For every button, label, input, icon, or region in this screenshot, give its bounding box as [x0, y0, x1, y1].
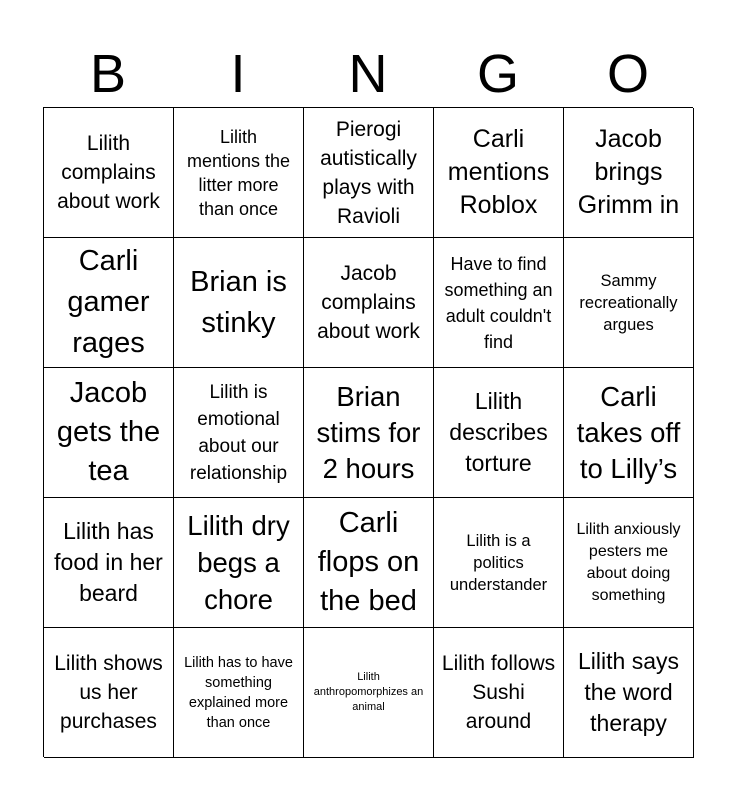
- bingo-cell[interactable]: [174, 498, 304, 628]
- bingo-cell[interactable]: [44, 368, 174, 498]
- cell-text: Have to find something an adult couldn't find: [444, 253, 553, 352]
- bingo-cell[interactable]: [174, 108, 304, 238]
- cell-text: Lilith anthropomorphizes an animal: [313, 671, 424, 713]
- cell-text: Lilith has to have something explained more than once: [184, 654, 293, 731]
- header-letter-i: I: [230, 44, 246, 104]
- cell-text: Sammy recreationally argues: [579, 271, 678, 334]
- bingo-cell[interactable]: [44, 108, 174, 238]
- cell-text: Brian is stinky: [190, 265, 287, 339]
- bingo-cell[interactable]: [434, 108, 564, 238]
- bingo-cell[interactable]: [304, 108, 434, 238]
- cell-text: Lilith anxiously pesters me about doing something: [576, 520, 681, 604]
- bingo-cell[interactable]: [564, 368, 694, 498]
- header-letter-n: N: [348, 44, 388, 104]
- bingo-cell[interactable]: [434, 498, 564, 628]
- bingo-cell[interactable]: [44, 628, 174, 758]
- cell-text: Lilith describes torture: [449, 388, 548, 476]
- cell-text: Carli mentions Roblox: [447, 125, 550, 219]
- bingo-cell[interactable]: [564, 498, 694, 628]
- cell-text: Lilith says the word therapy: [578, 648, 679, 736]
- bingo-cell[interactable]: [44, 498, 174, 628]
- bingo-cell[interactable]: [434, 238, 564, 368]
- bingo-header: [43, 40, 693, 108]
- bingo-cell[interactable]: [564, 238, 694, 368]
- bingo-cell[interactable]: [564, 108, 694, 238]
- cell-text: Lilith dry begs a chore: [187, 510, 290, 615]
- bingo-cell[interactable]: [304, 368, 434, 498]
- cell-text: Lilith is emotional about our relationship: [189, 381, 288, 484]
- cell-text: Pierogi autistically plays with Ravioli: [320, 117, 417, 228]
- cell-text: Lilith has food in her beard: [54, 518, 163, 606]
- cell-text: Jacob brings Grimm in: [577, 125, 680, 219]
- bingo-cell[interactable]: [564, 628, 694, 758]
- cell-text: Lilith mentions the litter more than once: [186, 126, 291, 219]
- header-letter-b: B: [89, 44, 127, 104]
- header-letter-g: G: [476, 44, 519, 104]
- cell-text: Lilith follows Sushi around: [441, 652, 556, 733]
- bingo-cell[interactable]: [44, 238, 174, 368]
- cell-text: Lilith is a politics understander: [449, 531, 548, 594]
- header-letter-o: O: [606, 44, 649, 104]
- cell-text: Carli takes off to Lilly’s: [576, 380, 681, 484]
- bingo-card: [43, 107, 693, 757]
- cell-text: Lilith shows us her purchases: [54, 652, 163, 733]
- bingo-cell[interactable]: [174, 368, 304, 498]
- bingo-cell[interactable]: [304, 628, 434, 758]
- cell-text: Carli flops on the bed: [317, 507, 420, 617]
- bingo-cell[interactable]: [174, 238, 304, 368]
- bingo-cell[interactable]: [434, 628, 564, 758]
- bingo-cell[interactable]: [434, 368, 564, 498]
- bingo-cell[interactable]: [304, 238, 434, 368]
- bingo-cell[interactable]: [174, 628, 304, 758]
- cell-text: Lilith complains about work: [57, 132, 160, 213]
- bingo-cell[interactable]: [304, 498, 434, 628]
- cell-text: Jacob gets the tea: [56, 377, 161, 487]
- cell-text: Brian stims for 2 hours: [316, 380, 421, 484]
- cell-text: Jacob complains about work: [317, 262, 420, 343]
- cell-text: Carli gamer rages: [67, 245, 150, 359]
